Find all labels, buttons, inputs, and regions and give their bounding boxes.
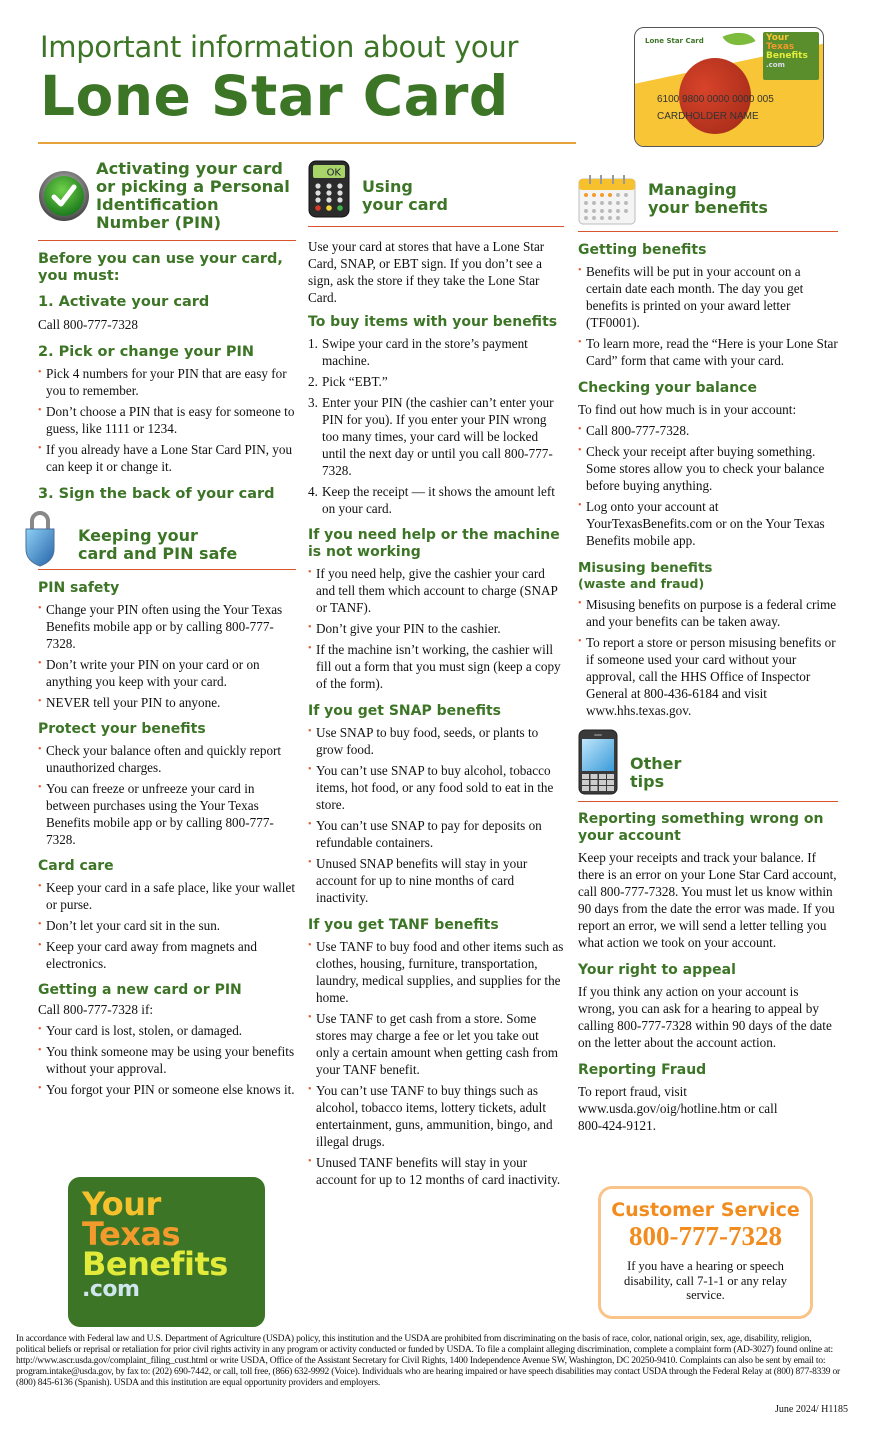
pin-safety-heading: PIN safety (38, 580, 120, 596)
protect-heading: Protect your benefits (38, 721, 206, 737)
appeal-text: If you think any action on your account is wrong, you can ask for a hearing to appeal by calling 800-777-7328 within 90 days of the date on the letter about the account action. (578, 984, 832, 1050)
list-item: • Use TANF to buy food and other items such as clothes, housing, furniture, transportation, laundry, medical supplies, and supplies for the home. (308, 938, 564, 1006)
customer-service-phone: 800-777-7328 (629, 1221, 782, 1251)
report-text: Keep your receipts and track your balance. If there is an error on your Lone Star Card account, call 800-777-7328. You must let us know within 90 days from the date the error was made. If you report an error, we will send a letter telling you what action we took on your account. (578, 850, 837, 950)
list-item: • You can freeze or unfreeze your card in between purchases using the Your Texas Benefits mobile app or by calling 800-777-7328. (38, 780, 296, 848)
safe-title-line2: card and PIN safe (78, 544, 238, 563)
fraud-heading: Reporting Fraud (578, 1062, 707, 1078)
list-item: • Pick 4 numbers for your PIN that are easy for you to remember. (38, 365, 296, 399)
using-title-line2: your card (362, 195, 448, 214)
list-item: • Keep your card in a safe place, like your wallet or purse. (38, 879, 296, 913)
snap-list (308, 724, 564, 906)
leaf-icon (723, 27, 756, 53)
list-item: • Keep your card away from magnets and electronics. (38, 938, 296, 972)
card-care-list (38, 879, 296, 972)
logo-your: Your (82, 1185, 161, 1223)
new-card-list (38, 1022, 296, 1098)
before-use-heading: Before you can use your card, you must: (38, 251, 283, 284)
using-section-header (308, 160, 564, 218)
list-item: • Don’t write your PIN on your card or on anything you keep with your card. (38, 656, 296, 690)
form-code: June 2024/ H1185 (775, 1404, 848, 1415)
safe-title-line1: Keeping your (78, 526, 198, 545)
your-texas-benefits-logo (68, 1177, 265, 1327)
activating-title: Activating your card or picking a Personal Identification Number (PIN) (96, 159, 290, 232)
balance-list (578, 422, 838, 549)
step-number: 4. (308, 484, 318, 499)
list-item: • Call 800-777-7328. (578, 422, 838, 439)
step1-heading: 1. Activate your card (38, 294, 210, 310)
list-item: • Don’t let your card sit in the sun. (38, 917, 296, 934)
list-item: • If you need help, give the cashier your card and tell them which account to charge (SNAP or TANF). (308, 565, 564, 616)
card-care-heading: Card care (38, 858, 114, 874)
safe-section-header (38, 509, 296, 567)
getting-benefits-heading: Getting benefits (578, 242, 707, 258)
checkmark-icon (38, 170, 90, 222)
customer-service-note: If you have a hearing or speech disability, call 7-1-1 or any relay service. (623, 1259, 788, 1302)
tanf-list (308, 938, 564, 1188)
misuse-heading (578, 560, 838, 592)
using-title-line1: Using (362, 177, 413, 196)
list-item: • You think someone may be using your benefits without your approval. (38, 1043, 296, 1077)
customer-service-box (598, 1186, 813, 1319)
smartphone-icon (578, 729, 618, 795)
list-item: • Your card is lost, stolen, or damaged. (38, 1022, 296, 1039)
page-title: Lone Star Card (40, 64, 509, 128)
list-item: • Unused TANF benefits will stay in your account for up to 12 months of card inactivity. (308, 1154, 564, 1188)
step1-text: Call 800-777-7328 (38, 317, 138, 332)
list-item (308, 394, 564, 479)
list-item: • To learn more, read the “Here is your Lone Star Card” form that came with your card. (578, 335, 838, 369)
card-logo-your: Your (766, 33, 789, 43)
section-divider (38, 240, 296, 241)
list-item: • To report a store or person misusing benefits or if someone used your card without your approval, call the HHS Office of Inspector General at 800-436-6184 and visit www.hhs.texas.gov. (578, 634, 838, 719)
buy-steps (308, 335, 564, 517)
section-divider (578, 231, 838, 232)
section-divider (578, 801, 838, 802)
card-logo-texas: Texas (766, 42, 795, 52)
tips-title-line1: Other (630, 754, 682, 773)
list-item: • Check your balance often and quickly report unauthorized charges. (38, 742, 296, 776)
list-item: • You forgot your PIN or someone else knows it. (38, 1081, 296, 1098)
customer-service-title: Customer Service (611, 1199, 800, 1221)
snap-heading: If you get SNAP benefits (308, 703, 501, 719)
list-item: • Misusing benefits on purpose is a federal crime and your benefits can be taken away. (578, 596, 838, 630)
step2-list (38, 365, 296, 475)
step-text: Enter your PIN (the cashier can’t enter your PIN for you). If you enter your PIN wrong too many times, your card will be locked until the next day or until you call 800-777-7328. (322, 395, 554, 478)
legal-notice: In accordance with Federal law and U.S. Department of Agriculture (USDA) policy, this institution and the USDA are prohibited from discriminating on the basis of race, color, national origin, sex, age, disability, religion, political beliefs or reprisal or retaliation for prior civil rights activity in any program or activity conducted or funded by USDA. To file a complaint alleging discrimination, complete a complaint form (AD-3027) found online at: http://www.ascr.usda.gov/complaint_filing_cust.html or write USDA, Office of the Assistant Secretary for Civil Rights, 1400 Independence Avenue SW, Washington, DC 20250-9410. Complaints can also be sent by email to: program.intake@usda.gov, by fax to: (202) 690-7442, or call, toll free, (866) 632-9992 (Voice). Individuals who are hearing impaired or have speech disabilities may contact USDA through the Federal Relay at (800) 877-8339 or (800) 845-6136 (Spanish). USDA and this institution are equal opportunity providers and employers. (16, 1334, 840, 1388)
calendar-icon (578, 173, 636, 225)
list-item: • Use TANF to get cash from a store. Some stores may charge a fee or let you take out only a certain amount when getting cash from your TANF benefit. (308, 1010, 564, 1078)
title-line-1: Important information about your (40, 30, 519, 64)
card-logo-com: .com (766, 61, 785, 69)
terminal-screen-text: OK (326, 167, 341, 179)
list-item: • Unused SNAP benefits will stay in your account for up to nine months of card inactivity. (308, 855, 564, 906)
tanf-heading: If you get TANF benefits (308, 917, 499, 933)
buy-heading: To buy items with your benefits (308, 314, 558, 330)
lone-star-card-image (634, 27, 824, 147)
logo-benefits: Benefits (82, 1245, 228, 1283)
protect-list (38, 742, 296, 848)
list-item (308, 335, 564, 369)
appeal-heading: Your right to appeal (578, 962, 736, 978)
list-item: • If you already have a Lone Star Card PIN, you can keep it or change it. (38, 441, 296, 475)
step3-heading: 3. Sign the back of your card (38, 486, 275, 502)
step-text: Pick “EBT.” (322, 374, 388, 389)
tips-title-line2: tips (630, 772, 665, 791)
column-2 (308, 160, 564, 1188)
list-item: • Log onto your account at YourTexasBenefits.com or on the Your Texas Benefits mobile app. (578, 498, 838, 549)
list-item (308, 483, 564, 517)
section-divider (308, 226, 564, 227)
title-divider (38, 142, 576, 144)
report-heading: Reporting something wrong on your account (578, 811, 824, 844)
card-number: 6100 9800 0000 0000 005 (657, 94, 774, 105)
step2-heading: 2. Pick or change your PIN (38, 344, 255, 360)
padlock-shield-icon (22, 509, 58, 567)
step-number: 3. (308, 395, 318, 410)
payment-terminal-icon (308, 160, 350, 218)
column-1 (38, 160, 296, 1098)
fraud-text: To report fraud, visit www.usda.gov/oig/hotline.htm or call 800-424-9121. (578, 1084, 778, 1133)
list-item: • If the machine isn’t working, the cashier will fill out a form that you must sign (keep a copy of the form). (308, 641, 564, 692)
card-label: Lone Star Card (645, 37, 704, 45)
list-item: • Don’t choose a PIN that is easy for someone to guess, like 1111 or 1234. (38, 403, 296, 437)
column-3 (578, 160, 838, 1134)
managing-title-line2: your benefits (648, 198, 768, 217)
cardholder-name: CARDHOLDER NAME (657, 111, 759, 122)
section-divider (38, 569, 296, 570)
pin-safety-list (38, 601, 296, 711)
list-item: • Use SNAP to buy food, seeds, or plants to grow food. (308, 724, 564, 758)
using-intro: Use your card at stores that have a Lone Star Card, SNAP, or EBT sign. If you don’t see a sign, ask the store if they take the Lone Star Card. (308, 239, 545, 305)
logo-texas: Texas (82, 1215, 181, 1253)
card-logo (763, 32, 819, 80)
activating-section-header (38, 160, 296, 232)
step-number: 1. (308, 336, 318, 351)
help-heading: If you need help or the machine is not working (308, 527, 560, 560)
list-item: • NEVER tell your PIN to anyone. (38, 694, 296, 711)
misuse-heading-line2: (waste and fraud) (578, 576, 705, 591)
list-item: • You can’t use TANF to buy things such as alcohol, tobacco items, lottery tickets, adult entertainment, guns, ammunition, bingo, and illegal drugs. (308, 1082, 564, 1150)
managing-title (648, 181, 768, 217)
getting-benefits-list (578, 263, 838, 369)
misuse-list (578, 596, 838, 719)
list-item: • You can’t use SNAP to pay for deposits on refundable containers. (308, 817, 564, 851)
tips-section-header (578, 729, 838, 795)
misuse-heading-line1: Misusing benefits (578, 560, 713, 576)
list-item: • Check your receipt after buying something. Some stores allow you to check your balance before buying anything. (578, 443, 838, 494)
list-item: • Change your PIN often using the Your Texas Benefits mobile app or by calling 800-777-7328. (38, 601, 296, 652)
step-number: 2. (308, 374, 318, 389)
managing-title-line1: Managing (648, 180, 737, 199)
help-list (308, 565, 564, 692)
logo-com: .com (82, 1277, 140, 1302)
list-item: • Benefits will be put in your account on a certain date each month. The day you get benefits is printed on your award letter (TF0001). (578, 263, 838, 331)
list-item: • Don’t give your PIN to the cashier. (308, 620, 564, 637)
safe-title (78, 527, 237, 563)
managing-section-header (578, 173, 838, 225)
list-item (308, 373, 564, 390)
step-text: Keep the receipt — it shows the amount left on your card. (322, 484, 555, 516)
tips-title (630, 755, 681, 791)
balance-intro: To find out how much is in your account: (578, 402, 797, 417)
card-logo-benefits: Benefits (766, 51, 808, 61)
list-item: • You can’t use SNAP to buy alcohol, tobacco items, hot food, or any food sold to eat in the store. (308, 762, 564, 813)
using-title (362, 178, 448, 214)
step-text: Swipe your card in the store’s payment machine. (322, 336, 528, 368)
balance-heading: Checking your balance (578, 380, 757, 396)
new-card-heading: Getting a new card or PIN (38, 982, 242, 998)
new-card-intro: Call 800-777-7328 if: (38, 1002, 154, 1017)
